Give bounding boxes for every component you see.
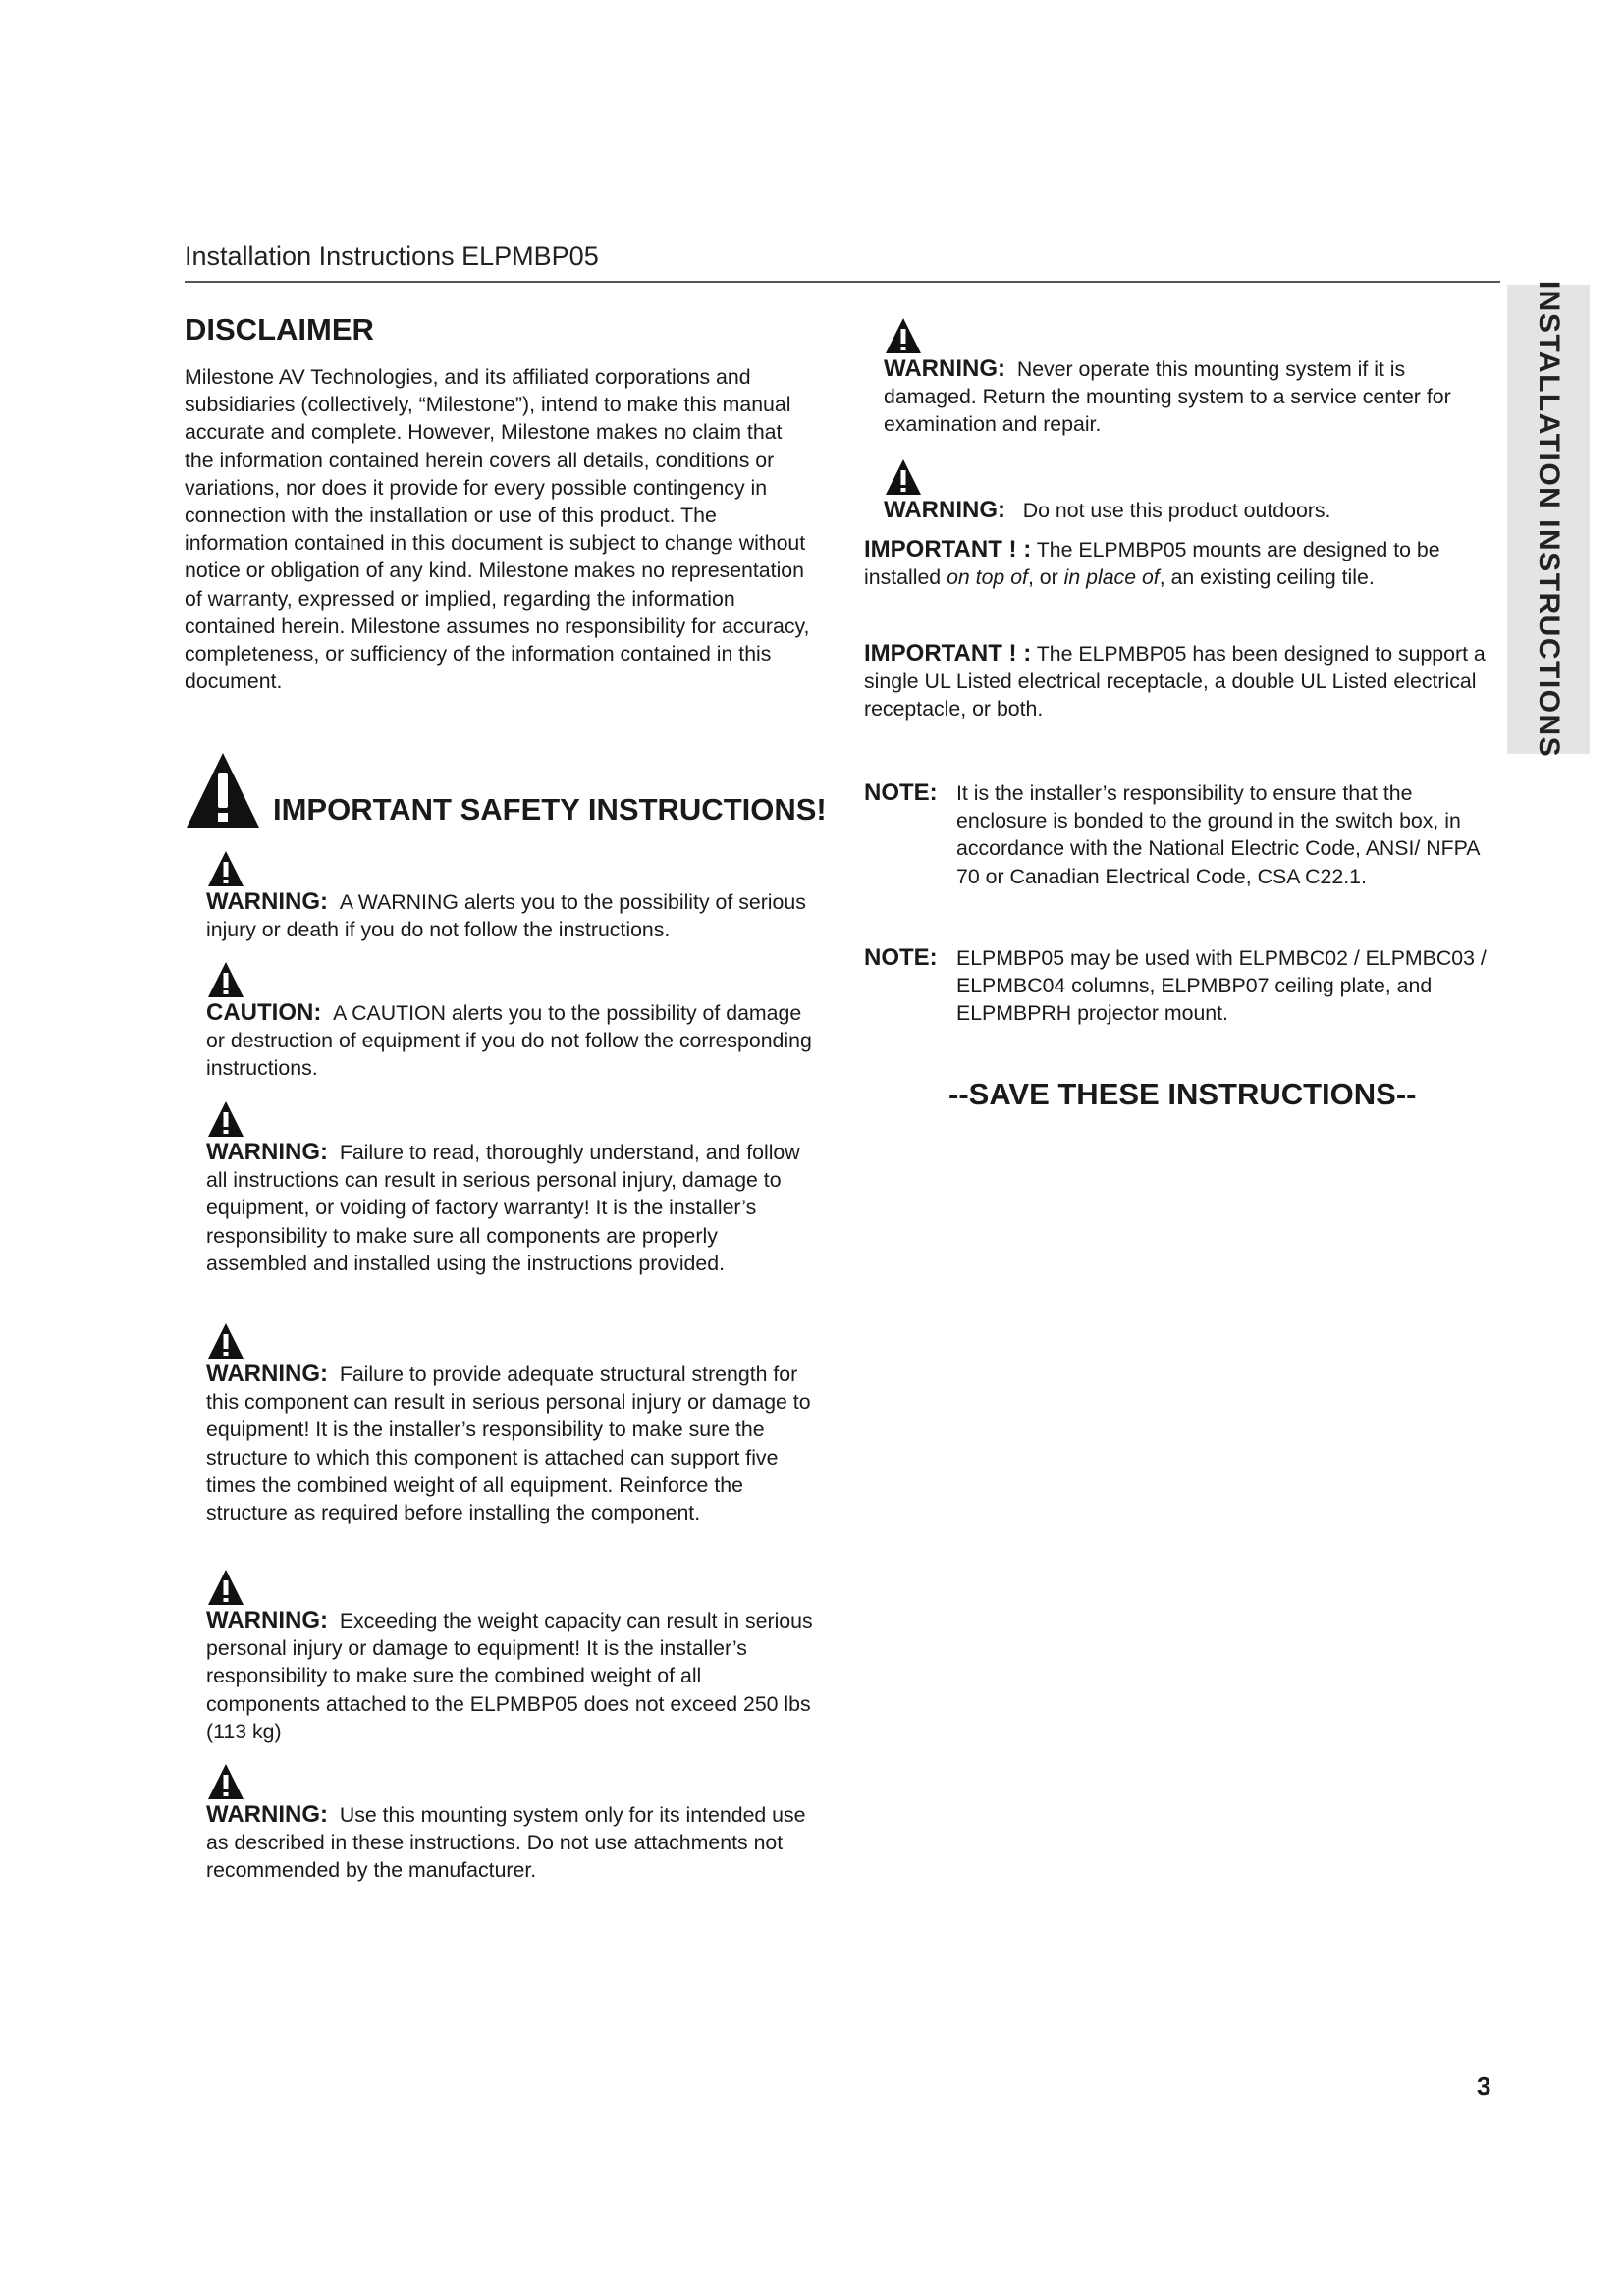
important-emphasis-a: on top of <box>947 565 1028 590</box>
important-text-c: , an existing ceiling tile. <box>1159 565 1375 590</box>
safety-item-5 <box>206 1568 820 1745</box>
important-text-b: , or <box>1027 565 1064 590</box>
caution-text: A CAUTION alerts you to the possibility of damage or destruction of equipment if you do not follow the corresponding instructions. <box>206 1001 812 1081</box>
note-label: NOTE: <box>864 944 938 971</box>
warning-label: WARNING: <box>206 1361 328 1387</box>
warning-icon <box>206 1099 245 1139</box>
warning-label: WARNING: <box>884 497 1005 523</box>
warning-icon <box>206 1762 245 1801</box>
page-number: 3 <box>1477 2071 1491 2101</box>
right-warning-1 <box>884 316 1497 439</box>
warning-icon <box>206 1321 245 1361</box>
warning-text: A WARNING alerts you to the possibility of serious injury or death if you do not follow the instructions. <box>206 890 806 942</box>
running-header: Installation Instructions ELPMBP05 <box>185 241 599 271</box>
warning-text: Failure to read, thoroughly understand, and follow all instructions can result in serious personal injury, damage to equipment, or voiding of factory warranty! It is the installer’s responsibility to make sure all components are properly assembled and installed using the instructions provided. <box>206 1141 800 1275</box>
side-tab <box>1507 280 1590 759</box>
save-instructions-heading: --SAVE THESE INSTRUCTIONS-- <box>948 1077 1417 1111</box>
warning-text: Do not use this product outdoors. <box>1022 499 1331 522</box>
important-label: IMPORTANT ! : <box>864 536 1032 562</box>
safety-item-2 <box>206 960 820 1083</box>
note-1 <box>864 779 1497 890</box>
important-emphasis-b: in place of <box>1063 565 1160 590</box>
safety-item-4 <box>206 1321 820 1526</box>
safety-heading: IMPORTANT SAFETY INSTRUCTIONS! <box>273 792 827 827</box>
note-label: NOTE: <box>864 779 938 806</box>
important-text-a: The ELPMBP05 mounts are designed to be installed <box>864 538 1440 590</box>
warning-icon <box>884 316 923 355</box>
warning-label: WARNING: <box>206 1607 328 1633</box>
warning-label: WARNING: <box>206 1139 328 1165</box>
note-text: It is the installer’s responsibility to ensure that the enclosure is bonded to the ground in the switch box, in accordance with the National Electric Code, ANSI/ NFPA 70 or Canadian Electrical Code, CSA C22.1. <box>956 781 1480 888</box>
right-warning-2 <box>884 457 1497 524</box>
header-rule <box>185 281 1500 283</box>
caution-icon <box>206 960 245 999</box>
warning-text: Use this mounting system only for its intended use as described in these instructions. Do not use attachments not recommended by the manufacturer. <box>206 1803 806 1883</box>
important-text: The ELPMBP05 has been designed to support a single UL Listed electrical receptacle, a double UL Listed electrical receptacle, or both. <box>864 642 1486 721</box>
disclaimer-body: Milestone AV Technologies, and its affiliated corporations and subsidiaries (collectively, “Milestone”), intend to make this manual accurate and complete. However, Milestone makes no claim that the information contained herein covers all details, conditions or variations, nor does it provide for every possible contingency in connection with the installation or use of this product. The information contained in this document is subject to change without notice or obligation of any kind. Milestone makes no representation of warranty, expressed or implied, regarding the information contained herein. Milestone assumes no responsibility for accuracy, completeness, or sufficiency of the information contained in this document. <box>185 365 810 694</box>
safety-item-3 <box>206 1099 820 1277</box>
warning-text: Exceeding the weight capacity can result in serious personal injury or damage to equipment! It is the installer’s responsibility to make sure the combined weight of all components attached to the ELPMBP05 does not exceed 250 lbs (113 kg) <box>206 1609 813 1743</box>
side-tab-label: INSTALLATION INSTRUCTIONS <box>1533 280 1565 759</box>
disclaimer-heading: DISCLAIMER <box>185 312 374 347</box>
warning-label: WARNING: <box>206 888 328 915</box>
safety-heading-row <box>185 751 827 829</box>
warning-icon <box>206 849 245 888</box>
caution-label: CAUTION: <box>206 999 322 1026</box>
note-text: ELPMBP05 may be used with ELPMBC02 / ELPMBC03 / ELPMBC04 columns, ELPMBP07 ceiling plate, and ELPMBPRH projector mount. <box>956 946 1487 1026</box>
warning-text: Never operate this mounting system if it is damaged. Return the mounting system to a service center for examination and repair. <box>884 357 1451 437</box>
important-label: IMPORTANT ! : <box>864 640 1032 667</box>
safety-item-1 <box>206 849 820 943</box>
note-2 <box>864 944 1497 1028</box>
safety-item-6 <box>206 1762 820 1885</box>
warning-label: WARNING: <box>884 355 1005 382</box>
warning-icon <box>884 457 923 497</box>
large-warning-icon <box>185 751 261 829</box>
important-2 <box>864 640 1497 723</box>
warning-text: Failure to provide adequate structural strength for this component can result in serious personal injury or damage to equipment! It is the installer’s responsibility to make sure the structure to which this component is attached can support five times the combined weight of all equipment. Reinforce the structure as required before installing the component. <box>206 1362 811 1525</box>
important-1 <box>864 536 1497 591</box>
warning-label: WARNING: <box>206 1801 328 1828</box>
warning-icon <box>206 1568 245 1607</box>
